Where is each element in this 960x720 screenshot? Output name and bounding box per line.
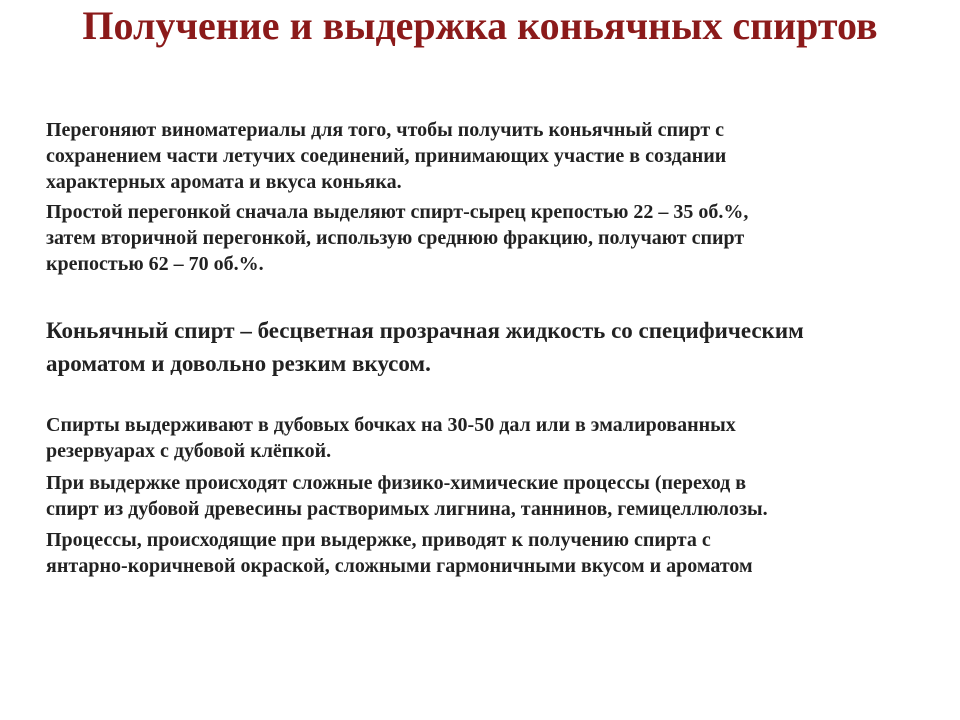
paragraph-line: Коньячный спирт – бесцветная прозрачная жидкость со специфическим xyxy=(46,318,804,343)
paragraph-aging-result xyxy=(46,527,753,579)
paragraph-line: Простой перегонкой сначала выделяют спирт-сырец крепостью 22 – 35 об.%, xyxy=(46,201,749,223)
paragraph-spirit-definition xyxy=(46,314,804,380)
paragraph-distillation-purpose xyxy=(46,117,726,195)
paragraph-line: ароматом и довольно резким вкусом. xyxy=(46,351,431,376)
paragraph-line: крепостью 62 – 70 об.%. xyxy=(46,253,264,275)
paragraph-line: Процессы, происходящие при выдержке, приводят к получению спирта с xyxy=(46,529,711,551)
paragraph-line: затем вторичной перегонкой, использую среднюю фракцию, получают спирт xyxy=(46,227,745,249)
paragraph-line: сохранением части летучих соединений, принимающих участие в создании xyxy=(46,145,727,167)
paragraph-line: резервуарах с дубовой клёпкой. xyxy=(46,440,332,462)
paragraph-aging-containers xyxy=(46,412,736,464)
paragraph-distillation-process xyxy=(46,199,748,277)
paragraph-line: спирт из дубовой древесины растворимых лигнина, таннинов, гемицеллюлозы. xyxy=(46,498,768,520)
paragraph-line: При выдержке происходят сложные физико-химические процессы (переход в xyxy=(46,472,747,494)
paragraph-line: характерных аромата и вкуса коньяка. xyxy=(46,171,402,193)
paragraph-line: Перегоняют виноматериалы для того, чтобы получить коньячный спирт с xyxy=(46,119,725,141)
paragraph-line: янтарно-коричневой окраской, сложными гармоничными вкусом и ароматом xyxy=(46,555,753,577)
paragraph-line: Спирты выдерживают в дубовых бочках на 30-50 дал или в эмалированных xyxy=(46,414,736,436)
slide-title: Получение и выдержка коньячных спиртов xyxy=(82,3,878,48)
paragraph-aging-processes xyxy=(46,470,768,522)
